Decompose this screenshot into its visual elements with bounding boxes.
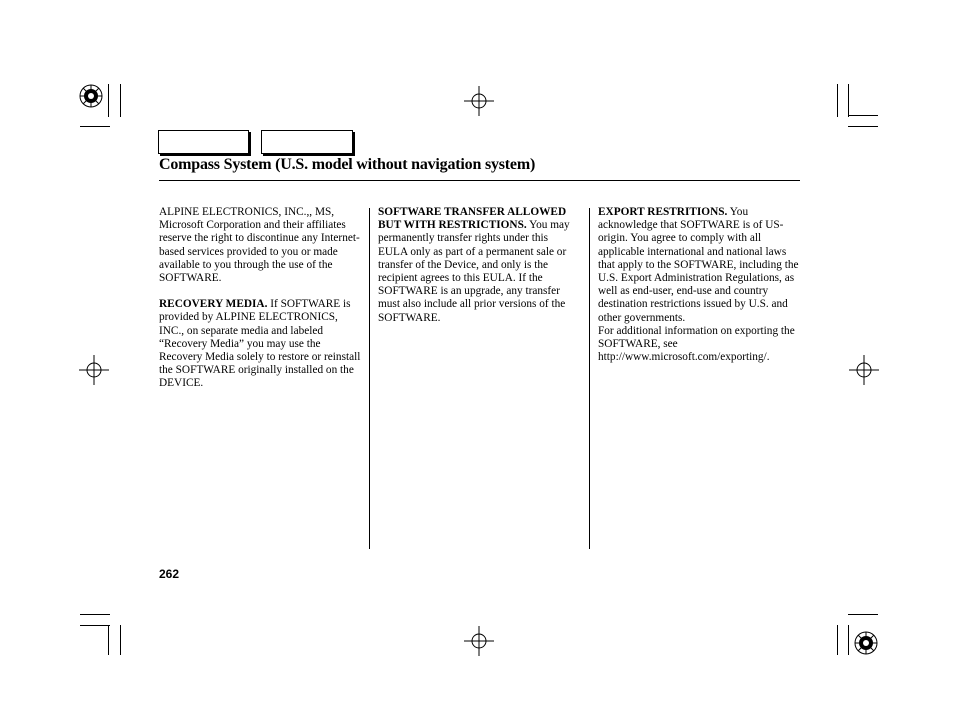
page-title: Compass System (U.S. model without navigation system): [159, 156, 536, 173]
page-number: 262: [159, 567, 180, 581]
nav-tab-index[interactable]: [261, 130, 353, 154]
nav-tab-contents[interactable]: [158, 130, 249, 154]
heading-recovery-media: RECOVERY MEDIA.: [159, 298, 268, 311]
column-divider: [589, 208, 590, 549]
crosshair-right-icon: [849, 355, 879, 385]
heading-export-restrictions: EXPORT RESTRITIONS.: [598, 206, 728, 218]
paragraph-export-info: For additional information on exporting the SOFTWARE, see http://www.microsoft.com/exporting/.: [598, 324, 795, 364]
paragraph-export-restrictions: EXPORT RESTRITIONS. You acknowledge that SOFTWARE is of US-origin. You agree to comply with all applicable international and national laws that apply to the SOFTWARE, including the U.S. Export Administration Regulations, as well as end-user, end-use and country destination restrictions issued by U.S. and other governments.: [598, 206, 799, 324]
crosshair-left-icon: [79, 355, 109, 385]
left-column: [159, 206, 364, 404]
crosshair-bottom-icon: [464, 626, 494, 656]
paragraph-recovery-media: RECOVERY MEDIA. If SOFTWARE is provided by ALPINE ELECTRONICS, INC., on separate media and labeled “Recovery Media” you may use the Recovery Media solely to restore or reinstall the SOFTWARE originally installed on the DEVICE.: [159, 298, 361, 390]
paragraph-software-transfer: SOFTWARE TRANSFER ALLOWED BUT WITH RESTRICTIONS. You may permanently transfer rights under this EULA only as part of a permanent sale or transfer of the Device, and only is the recipient agrees to this EULA. If the SOFTWARE is an upgrade, any transfer must also include all prior versions of the SOFTWARE.: [378, 206, 570, 324]
paragraph-internet-services: ALPINE ELECTRONICS, INC.,, MS, Microsoft Corporation and their affiliates reserve the right to discontinue any Internet-based services provided to you or made available to you through the use of the SOFTWARE.: [159, 206, 360, 285]
column-divider: [369, 208, 370, 549]
registration-target-icon: [853, 630, 879, 656]
registration-target-icon: [78, 83, 104, 109]
heading-software-transfer: SOFTWARE TRANSFER ALLOWED BUT WITH RESTRICTIONS.: [378, 206, 567, 232]
crosshair-top-icon: [464, 86, 494, 116]
middle-column: [378, 206, 573, 338]
right-column: [598, 206, 801, 377]
title-rule: [159, 180, 800, 181]
